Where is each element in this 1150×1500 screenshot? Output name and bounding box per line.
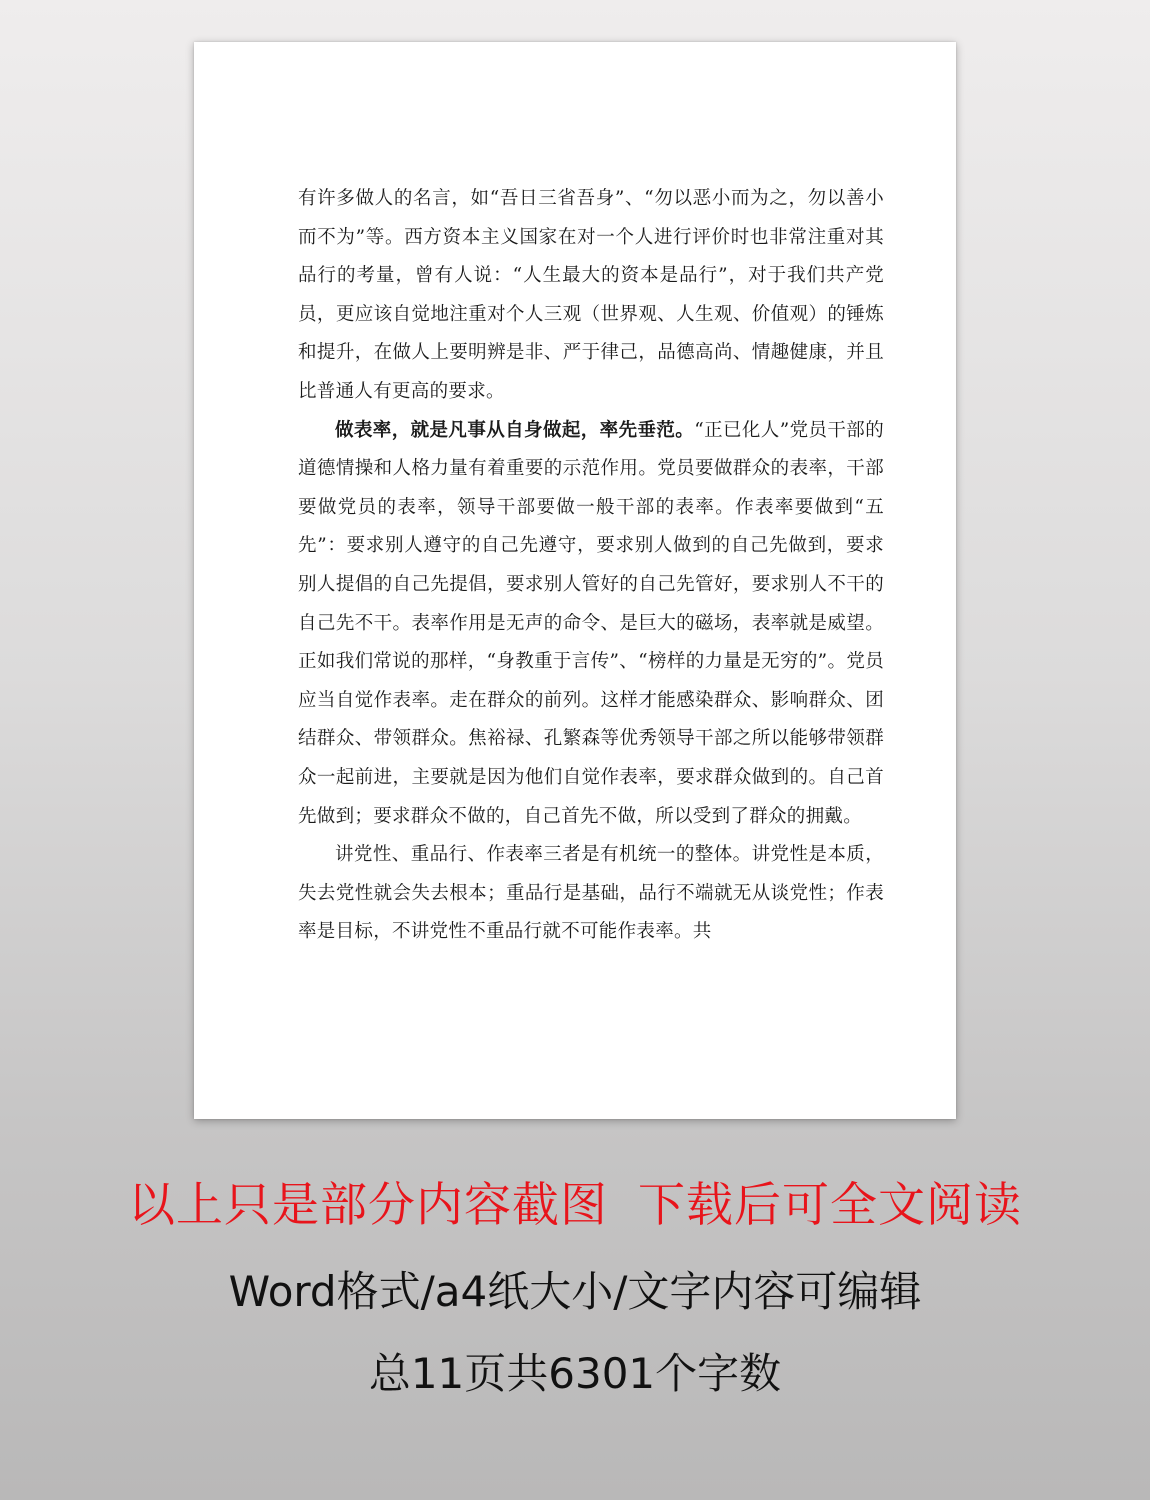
paragraph-1-text: 有许多做人的名言，如“吾日三省吾身”、“勿以恶小而为之，勿以善小而不为”等。西方资本主义国家在对一个人进行评价时也非常注重对其品行的考量，曾有人说：“人生最大的资本是品行”，对于我们共产党员，更应该自觉地注重对个人三观（世界观、人生观、价值观）的锤炼和提升，在做人上要明辨是非、严于律己，品德高尚、情趣健康，并且比普通人有更高的要求。 [298, 188, 884, 402]
paragraph-3-text: 讲党性、重品行、作表率三者是有机统一的整体。讲党性是本质，失去党性就会失去根本；重品行是基础，品行不端就无从谈党性；作表率是目标，不讲党性不重品行就不可能作表率。共 [298, 844, 884, 943]
page-word-count: 总11页共6301个字数 [368, 1349, 782, 1398]
document-body [298, 180, 884, 952]
paragraph-3 [298, 836, 884, 952]
preview-notice-left: 以上只是部分内容截图 [128, 1178, 608, 1233]
paragraph-2-text: “正已化人”党员干部的道德情操和人格力量有着重要的示范作用。党员要做群众的表率，干部要做党员的表率，领导干部要做一般干部的表率。作表率要做到“五先”：要求别人遵守的自己先遵守，要求别人做到的自己先做到，要求别人提倡的自己先提倡，要求别人管好的自己先管好，要求别人不干的自己先不干。表率作用是无声的命令、是巨大的磁场，表率就是威望。正如我们常说的那样，“身教重于言传”、“榜样的力量是无穷的”。党员应当自觉作表率。走在群众的前列。这样才能感染群众、影响群众、团结群众、带领群众。焦裕禄、孔繁森等优秀领导干部之所以能够带领群众一起前进，主要就是因为他们自觉作表率，要求群众做到的。自己首先做到；要求群众不做的，自己首先不做，所以受到了群众的拥戴。 [298, 419, 884, 827]
preview-notice-right: 下载后可全文阅读 [638, 1178, 1022, 1233]
paragraph-2 [298, 412, 884, 837]
preview-notice [0, 1176, 1150, 1236]
paragraph-1 [298, 180, 884, 412]
document-page [194, 42, 956, 1119]
format-info: Word格式/a4纸大小/文字内容可编辑 [228, 1267, 922, 1316]
paragraph-2-lead: 做表率，就是凡事从自身做起，率先垂范。 [335, 419, 695, 441]
